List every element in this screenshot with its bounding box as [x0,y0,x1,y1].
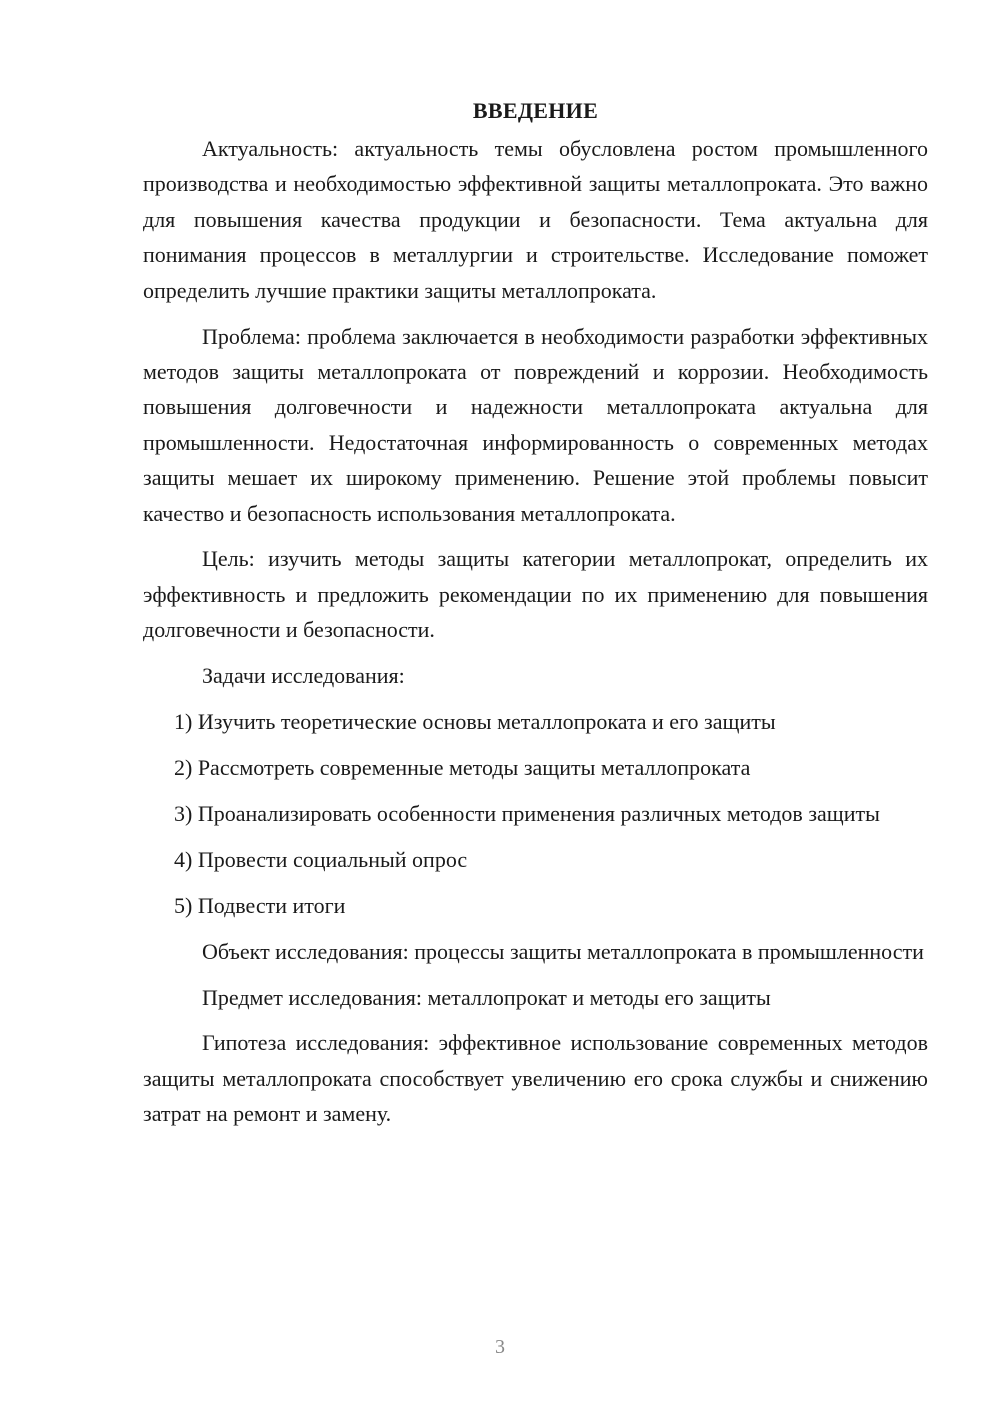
task-item-4: 4) Провести социальный опрос [174,846,468,872]
page-title: ВВЕДЕНИЕ [472,98,599,123]
paragraph-relevance: Актуальность: актуальность темы обусловлена ростом промышленного производства и необходимостью эффективной защиты металлопроката. Это важно для повышения качества продукции и безопасности. Тема актуальна для понимания процессов в металлургии и строительстве. Исследование поможет определить лучшие практики защиты металлопроката. [143,136,928,303]
paragraph-hypothesis: Гипотеза исследования: эффективное использование современных методов защиты металлопроката способствует увеличению его срока службы и снижению затрат на ремонт и замену. [143,1030,928,1127]
paragraph-goal: Цель: изучить методы защиты категории металлопрокат, определить их эффективность и предложить рекомендации по их применению для повышения долговечности и безопасности. [143,546,928,643]
paragraph-subject: Предмет исследования: металлопрокат и методы его защиты [202,984,771,1010]
page-number: 3 [495,1336,505,1358]
task-item-5: 5) Подвести итоги [174,892,346,918]
task-item-3: 3) Проанализировать особенности применения различных методов защиты [174,800,880,826]
task-item-1: 1) Изучить теоретические основы металлопроката и его защиты [174,709,776,735]
paragraph-problem: Проблема: проблема заключается в необходимости разработки эффективных методов защиты металлопроката от повреждений и коррозии. Необходимость повышения долговечности и надежности металлопроката актуальна для промышленности. Недостаточная информированность о современных методах защиты мешает их широкому применению. Решение этой проблемы повысит качество и безопасность использования металлопроката. [143,323,928,526]
paragraph-object: Объект исследования: процессы защиты металлопроката в промышленности [202,938,924,964]
tasks-title: Задачи исследования: [202,663,405,689]
task-item-2: 2) Рассмотреть современные методы защиты металлопроката [174,755,751,780]
document-page [143,96,928,1142]
